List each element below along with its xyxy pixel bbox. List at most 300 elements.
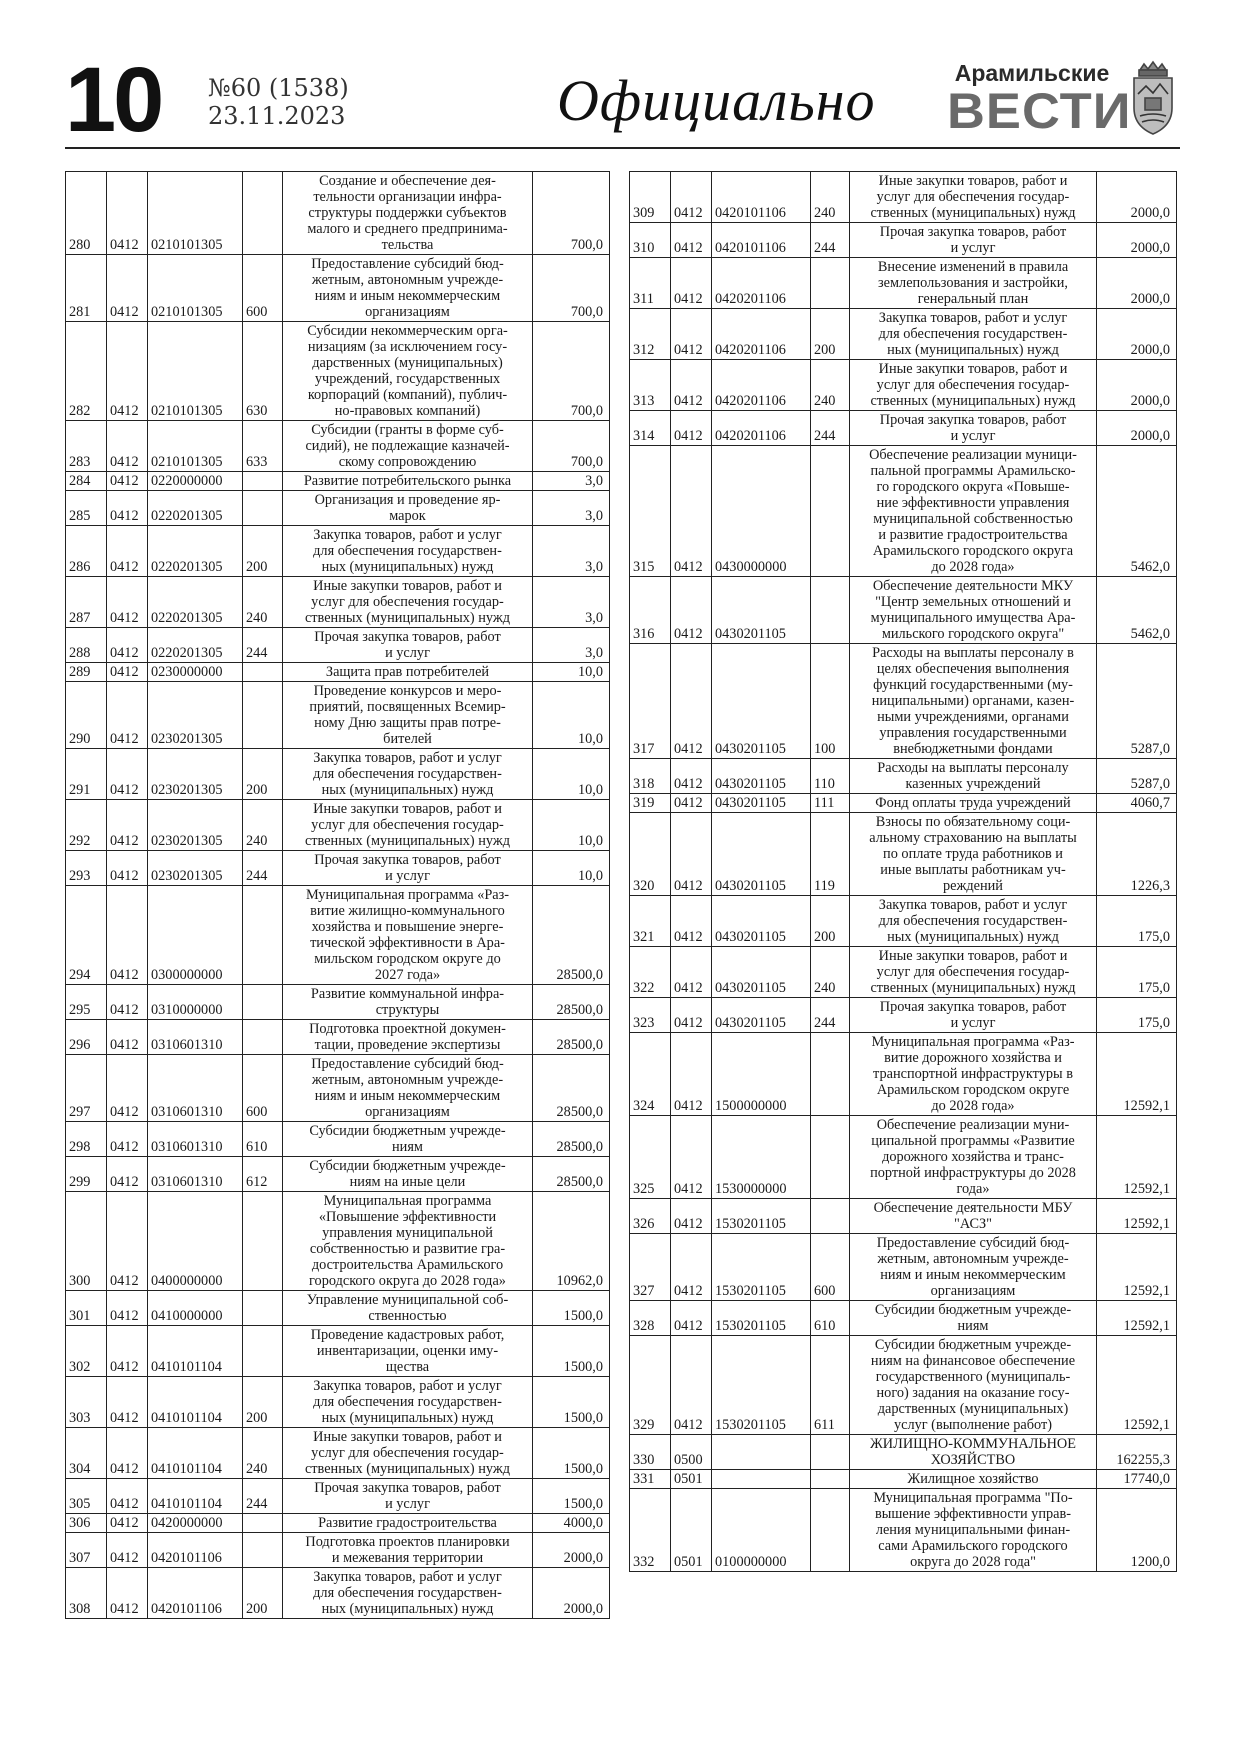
section-code: 0412 — [107, 172, 148, 255]
item-name: Муниципальная программа «Раз- витие дорожного хозяйства и транспортной инфраструктуры в Арамильском городском округе до 2028 года» — [850, 1033, 1097, 1116]
item-name: Муниципальная программа "По- вышение эффективности управ- ления муниципальными финан- сами Арамильского городского округа до 2028 года" — [850, 1489, 1097, 1572]
expense-type-code: 111 — [811, 794, 850, 813]
row-number: 286 — [66, 526, 107, 577]
expense-type-code: 611 — [811, 1336, 850, 1435]
row-number: 280 — [66, 172, 107, 255]
amount: 175,0 — [1097, 998, 1177, 1033]
expense-type-code — [243, 1291, 283, 1326]
item-name: Предоставление субсидий бюд- жетным, автономным учрежде- ниям и иным некоммерческим организациям — [283, 1055, 533, 1122]
table-row — [630, 998, 1177, 1033]
amount: 10,0 — [533, 851, 610, 886]
row-number: 299 — [66, 1157, 107, 1192]
amount: 700,0 — [533, 421, 610, 472]
row-number: 293 — [66, 851, 107, 886]
row-number: 284 — [66, 472, 107, 491]
amount: 12592,1 — [1097, 1301, 1177, 1336]
item-name: Прочая закупка товаров, работ и услуг — [283, 851, 533, 886]
target-article-code: 0420101106 — [712, 172, 811, 223]
section-title: Официально — [557, 68, 876, 133]
item-name: Расходы на выплаты персоналу казенных учреждений — [850, 759, 1097, 794]
issue-date: 23.11.2023 — [208, 102, 346, 130]
table-row — [630, 309, 1177, 360]
expense-type-code: 200 — [811, 309, 850, 360]
amount: 5462,0 — [1097, 446, 1177, 577]
section-code: 0412 — [671, 1033, 712, 1116]
amount: 2000,0 — [533, 1533, 610, 1568]
section-code: 0412 — [671, 223, 712, 258]
section-code: 0412 — [107, 526, 148, 577]
amount: 5287,0 — [1097, 759, 1177, 794]
target-article-code: 0400000000 — [148, 1192, 243, 1291]
row-number: 310 — [630, 223, 671, 258]
newspaper-logo-main: ВЕСТИ — [946, 83, 1132, 139]
item-name: Субсидии бюджетным учрежде- ниям на иные цели — [283, 1157, 533, 1192]
section-code: 0412 — [107, 1020, 148, 1055]
row-number: 318 — [630, 759, 671, 794]
amount: 1500,0 — [533, 1377, 610, 1428]
amount: 2000,0 — [1097, 172, 1177, 223]
table-row — [630, 360, 1177, 411]
table-row — [630, 1116, 1177, 1199]
table-row — [66, 526, 610, 577]
table-row — [630, 1489, 1177, 1572]
amount: 2000,0 — [1097, 411, 1177, 446]
target-article-code: 0420201106 — [712, 309, 811, 360]
table-row — [630, 446, 1177, 577]
amount: 5287,0 — [1097, 644, 1177, 759]
page-header — [65, 49, 1180, 151]
section-code: 0412 — [671, 172, 712, 223]
item-name: Субсидии (гранты в форме суб- сидий), не подлежащие казначей- скому сопровождению — [283, 421, 533, 472]
section-code: 0412 — [107, 663, 148, 682]
target-article-code: 0210101305 — [148, 255, 243, 322]
expense-type-code: 200 — [243, 749, 283, 800]
row-number: 328 — [630, 1301, 671, 1336]
expense-type-code: 200 — [243, 1377, 283, 1428]
amount: 10,0 — [533, 800, 610, 851]
row-number: 317 — [630, 644, 671, 759]
row-number: 288 — [66, 628, 107, 663]
target-article-code: 0310000000 — [148, 985, 243, 1020]
amount: 1500,0 — [533, 1479, 610, 1514]
item-name: Закупка товаров, работ и услуг для обеспечения государствен- ных (муниципальных) нужд — [850, 896, 1097, 947]
expense-type-code — [811, 1033, 850, 1116]
section-code: 0412 — [107, 985, 148, 1020]
amount: 28500,0 — [533, 886, 610, 985]
row-number: 309 — [630, 172, 671, 223]
item-name: Субсидии бюджетным учрежде- ниям — [850, 1301, 1097, 1336]
row-number: 295 — [66, 985, 107, 1020]
row-number: 314 — [630, 411, 671, 446]
expense-type-code — [811, 446, 850, 577]
expense-type-code: 200 — [811, 896, 850, 947]
target-article-code: 0430201105 — [712, 794, 811, 813]
row-number: 282 — [66, 322, 107, 421]
section-code: 0412 — [107, 1479, 148, 1514]
row-number: 291 — [66, 749, 107, 800]
item-name: Жилищное хозяйство — [850, 1470, 1097, 1489]
item-name: Закупка товаров, работ и услуг для обеспечения государствен- ных (муниципальных) нужд — [283, 749, 533, 800]
target-article-code: 0230201305 — [148, 851, 243, 886]
section-code: 0500 — [671, 1435, 712, 1470]
table-row — [630, 896, 1177, 947]
item-name: Иные закупки товаров, работ и услуг для обеспечения государ- ственных (муниципальных) нужд — [850, 172, 1097, 223]
table-row — [630, 1336, 1177, 1435]
section-code: 0412 — [107, 749, 148, 800]
target-article-code: 0410101104 — [148, 1326, 243, 1377]
item-name: Иные закупки товаров, работ и услуг для обеспечения государ- ственных (муниципальных) нужд — [283, 800, 533, 851]
table-row — [66, 491, 610, 526]
expense-type-code — [811, 1470, 850, 1489]
table-row — [630, 1234, 1177, 1301]
target-article-code: 1530000000 — [712, 1116, 811, 1199]
table-row — [66, 1055, 610, 1122]
city-coat-of-arms-icon — [1128, 60, 1178, 140]
section-code: 0412 — [107, 682, 148, 749]
target-article-code: 0310601310 — [148, 1055, 243, 1122]
table-row — [630, 1301, 1177, 1336]
table-row — [66, 421, 610, 472]
item-name: Иные закупки товаров, работ и услуг для обеспечения государ- ственных (муниципальных) нужд — [850, 947, 1097, 998]
target-article-code: 0230000000 — [148, 663, 243, 682]
table-row — [66, 1533, 610, 1568]
amount: 17740,0 — [1097, 1470, 1177, 1489]
table-row — [66, 663, 610, 682]
row-number: 332 — [630, 1489, 671, 1572]
target-article-code: 0100000000 — [712, 1489, 811, 1572]
row-number: 306 — [66, 1514, 107, 1533]
target-article-code: 0420201106 — [712, 360, 811, 411]
table-row — [630, 577, 1177, 644]
amount: 10,0 — [533, 682, 610, 749]
section-code: 0412 — [671, 258, 712, 309]
row-number: 281 — [66, 255, 107, 322]
table-row — [630, 1199, 1177, 1234]
amount: 3,0 — [533, 491, 610, 526]
item-name: Иные закупки товаров, работ и услуг для обеспечения государ- ственных (муниципальных) нужд — [283, 1428, 533, 1479]
section-code: 0412 — [671, 998, 712, 1033]
item-name: Закупка товаров, работ и услуг для обеспечения государствен- ных (муниципальных) нужд — [283, 526, 533, 577]
row-number: 304 — [66, 1428, 107, 1479]
item-name: Защита прав потребителей — [283, 663, 533, 682]
target-article-code: 0210101305 — [148, 172, 243, 255]
item-name: Закупка товаров, работ и услуг для обеспечения государствен- ных (муниципальных) нужд — [283, 1377, 533, 1428]
item-name: Прочая закупка товаров, работ и услуг — [850, 411, 1097, 446]
item-name: Подготовка проектной докумен- тации, проведение экспертизы — [283, 1020, 533, 1055]
table-row — [66, 749, 610, 800]
expense-type-code: 240 — [243, 577, 283, 628]
header-rule — [65, 147, 1180, 149]
expense-type-code: 244 — [243, 628, 283, 663]
target-article-code: 0300000000 — [148, 886, 243, 985]
section-code: 0412 — [671, 759, 712, 794]
item-name: Закупка товаров, работ и услуг для обеспечения государствен- ных (муниципальных) нужд — [850, 309, 1097, 360]
item-name: Фонд оплаты труда учреждений — [850, 794, 1097, 813]
item-name: Развитие коммунальной инфра- структуры — [283, 985, 533, 1020]
amount: 2000,0 — [1097, 360, 1177, 411]
amount: 2000,0 — [1097, 309, 1177, 360]
section-code: 0412 — [107, 1192, 148, 1291]
section-code: 0412 — [107, 1122, 148, 1157]
row-number: 308 — [66, 1568, 107, 1619]
amount: 3,0 — [533, 526, 610, 577]
expense-type-code — [811, 258, 850, 309]
amount: 1500,0 — [533, 1291, 610, 1326]
target-article-code: 0420201106 — [712, 411, 811, 446]
target-article-code: 1500000000 — [712, 1033, 811, 1116]
expense-type-code: 240 — [811, 947, 850, 998]
section-code: 0412 — [671, 446, 712, 577]
row-number: 305 — [66, 1479, 107, 1514]
table-row — [66, 1326, 610, 1377]
item-name: Прочая закупка товаров, работ и услуг — [283, 1479, 533, 1514]
row-number: 327 — [630, 1234, 671, 1301]
amount: 700,0 — [533, 255, 610, 322]
row-number: 323 — [630, 998, 671, 1033]
amount: 1500,0 — [533, 1428, 610, 1479]
item-name: Закупка товаров, работ и услуг для обеспечения государствен- ных (муниципальных) нужд — [283, 1568, 533, 1619]
row-number: 285 — [66, 491, 107, 526]
table-row — [66, 886, 610, 985]
expense-type-code: 200 — [243, 1568, 283, 1619]
row-number: 311 — [630, 258, 671, 309]
item-name: Субсидии бюджетным учрежде- ниям на финансовое обеспечение государственного (муниципаль- ного) задания на оказание госу- дарственных (муниципальных) услуг (выполнение работ) — [850, 1336, 1097, 1435]
target-article-code: 0230201305 — [148, 800, 243, 851]
expense-type-code: 244 — [243, 1479, 283, 1514]
target-article-code: 0310601310 — [148, 1122, 243, 1157]
row-number: 287 — [66, 577, 107, 628]
table-row — [66, 577, 610, 628]
expense-type-code: 600 — [243, 255, 283, 322]
amount: 162255,3 — [1097, 1435, 1177, 1470]
target-article-code: 0430000000 — [712, 446, 811, 577]
row-number: 283 — [66, 421, 107, 472]
newspaper-logo-top: Арамильские — [954, 60, 1110, 86]
table-row — [66, 851, 610, 886]
amount: 28500,0 — [533, 1055, 610, 1122]
table-row — [66, 1568, 610, 1619]
section-code: 0412 — [107, 1055, 148, 1122]
target-article-code: 0430201105 — [712, 947, 811, 998]
section-code: 0412 — [107, 1291, 148, 1326]
section-code: 0412 — [107, 1377, 148, 1428]
item-name: Обеспечение реализации муни- ципальной программы «Развитие дорожного хозяйства и транс- портной инфраструктуры до 2028 года» — [850, 1116, 1097, 1199]
budget-table-left — [65, 171, 610, 1619]
amount: 2000,0 — [1097, 223, 1177, 258]
section-code: 0412 — [107, 1428, 148, 1479]
expense-type-code: 240 — [243, 1428, 283, 1479]
target-article-code: 0410101104 — [148, 1377, 243, 1428]
target-article-code: 0410000000 — [148, 1291, 243, 1326]
table-row — [630, 947, 1177, 998]
section-code: 0412 — [671, 1301, 712, 1336]
amount: 12592,1 — [1097, 1116, 1177, 1199]
table-row — [66, 1122, 610, 1157]
section-code: 0412 — [107, 577, 148, 628]
amount: 2000,0 — [533, 1568, 610, 1619]
table-row — [630, 1470, 1177, 1489]
expense-type-code: 244 — [243, 851, 283, 886]
expense-type-code — [243, 1514, 283, 1533]
amount: 12592,1 — [1097, 1033, 1177, 1116]
section-code: 0412 — [107, 1533, 148, 1568]
section-code: 0412 — [107, 472, 148, 491]
section-code: 0412 — [107, 800, 148, 851]
issue-number: №60 (1538) — [208, 74, 349, 102]
amount: 28500,0 — [533, 985, 610, 1020]
expense-type-code — [811, 577, 850, 644]
amount: 700,0 — [533, 172, 610, 255]
expense-type-code — [811, 1489, 850, 1572]
expense-type-code — [243, 985, 283, 1020]
target-article-code: 0310601310 — [148, 1157, 243, 1192]
target-article-code: 0310601310 — [148, 1020, 243, 1055]
row-number: 320 — [630, 813, 671, 896]
section-code: 0412 — [107, 628, 148, 663]
row-number: 330 — [630, 1435, 671, 1470]
expense-type-code — [243, 172, 283, 255]
expense-type-code: 600 — [811, 1234, 850, 1301]
table-row — [66, 1428, 610, 1479]
amount: 2000,0 — [1097, 258, 1177, 309]
item-name: Муниципальная программа «Раз- витие жилищно-коммунального хозяйства и повышение энерге- тической эффективности в Ара- мильском городском округе до 2027 года» — [283, 886, 533, 985]
expense-type-code — [243, 1192, 283, 1291]
table-row — [66, 1192, 610, 1291]
section-code: 0412 — [671, 1336, 712, 1435]
table-row — [66, 1157, 610, 1192]
section-code: 0501 — [671, 1489, 712, 1572]
table-row — [630, 794, 1177, 813]
page-number: 10 — [65, 49, 162, 151]
amount: 28500,0 — [533, 1020, 610, 1055]
target-article-code: 0420000000 — [148, 1514, 243, 1533]
row-number: 329 — [630, 1336, 671, 1435]
item-name: Прочая закупка товаров, работ и услуг — [850, 223, 1097, 258]
expense-type-code: 244 — [811, 998, 850, 1033]
target-article-code: 0430201105 — [712, 759, 811, 794]
target-article-code: 0430201105 — [712, 896, 811, 947]
target-article-code: 0430201105 — [712, 644, 811, 759]
expense-type-code: 633 — [243, 421, 283, 472]
amount: 28500,0 — [533, 1122, 610, 1157]
section-code: 0412 — [107, 322, 148, 421]
target-article-code: 0220000000 — [148, 472, 243, 491]
expense-type-code: 240 — [243, 800, 283, 851]
target-article-code — [712, 1470, 811, 1489]
section-code: 0412 — [671, 1116, 712, 1199]
table-row — [66, 800, 610, 851]
expense-type-code — [243, 663, 283, 682]
row-number: 325 — [630, 1116, 671, 1199]
section-code: 0412 — [107, 1568, 148, 1619]
target-article-code: 0220201305 — [148, 526, 243, 577]
item-name: Создание и обеспечение дея- тельности организации инфра- структуры поддержки субъектов малого и среднего предпринима- тельства — [283, 172, 533, 255]
amount: 3,0 — [533, 472, 610, 491]
target-article-code: 0420101106 — [712, 223, 811, 258]
amount: 175,0 — [1097, 896, 1177, 947]
expense-type-code: 612 — [243, 1157, 283, 1192]
row-number: 302 — [66, 1326, 107, 1377]
target-article-code: 0220201305 — [148, 577, 243, 628]
item-name: Муниципальная программа «Повышение эффективности управления муниципальной собственностью и развитие гра- достроительства Арамильского городского округа до 2028 года» — [283, 1192, 533, 1291]
amount: 1226,3 — [1097, 813, 1177, 896]
table-row — [66, 1514, 610, 1533]
table-row — [630, 1435, 1177, 1470]
expense-type-code: 110 — [811, 759, 850, 794]
row-number: 301 — [66, 1291, 107, 1326]
table-row — [66, 1291, 610, 1326]
budget-table-left-body — [66, 172, 610, 1619]
item-name: Проведение кадастровых работ, инвентаризации, оценки иму- щества — [283, 1326, 533, 1377]
amount: 12592,1 — [1097, 1234, 1177, 1301]
section-code: 0412 — [671, 411, 712, 446]
amount: 1200,0 — [1097, 1489, 1177, 1572]
amount: 10962,0 — [533, 1192, 610, 1291]
section-code: 0412 — [107, 1326, 148, 1377]
item-name: Организация и проведение яр- марок — [283, 491, 533, 526]
item-name: Предоставление субсидий бюд- жетным, автономным учрежде- ниям и иным некоммерческим организациям — [283, 255, 533, 322]
expense-type-code: 100 — [811, 644, 850, 759]
expense-type-code: 244 — [811, 411, 850, 446]
row-number: 313 — [630, 360, 671, 411]
section-code: 0412 — [107, 255, 148, 322]
expense-type-code — [243, 1326, 283, 1377]
row-number: 290 — [66, 682, 107, 749]
section-code: 0412 — [671, 896, 712, 947]
table-row — [66, 472, 610, 491]
table-row — [66, 1479, 610, 1514]
amount: 12592,1 — [1097, 1199, 1177, 1234]
expense-type-code — [243, 1533, 283, 1568]
row-number: 324 — [630, 1033, 671, 1116]
table-row — [66, 1377, 610, 1428]
item-name: Управление муниципальной соб- ственностью — [283, 1291, 533, 1326]
item-name: Прочая закупка товаров, работ и услуг — [850, 998, 1097, 1033]
amount: 12592,1 — [1097, 1336, 1177, 1435]
table-row — [66, 255, 610, 322]
expense-type-code — [243, 472, 283, 491]
amount: 1500,0 — [533, 1326, 610, 1377]
target-article-code: 0210101305 — [148, 421, 243, 472]
row-number: 331 — [630, 1470, 671, 1489]
section-code: 0412 — [107, 421, 148, 472]
item-name: Развитие потребительского рынка — [283, 472, 533, 491]
expense-type-code: 200 — [243, 526, 283, 577]
expense-type-code: 119 — [811, 813, 850, 896]
target-article-code: 1530201105 — [712, 1301, 811, 1336]
item-name: Субсидии некоммерческим орга- низациям (за исключением госу- дарственных (муниципальных) учреждений, государственных корпораций (компаний), публич- но-правовых компаний) — [283, 322, 533, 421]
expense-type-code: 610 — [811, 1301, 850, 1336]
expense-type-code: 240 — [811, 360, 850, 411]
target-article-code: 0430201105 — [712, 998, 811, 1033]
table-row — [630, 258, 1177, 309]
row-number: 300 — [66, 1192, 107, 1291]
amount: 175,0 — [1097, 947, 1177, 998]
section-code: 0412 — [671, 1199, 712, 1234]
item-name: Прочая закупка товаров, работ и услуг — [283, 628, 533, 663]
row-number: 307 — [66, 1533, 107, 1568]
amount: 10,0 — [533, 749, 610, 800]
table-row — [630, 172, 1177, 223]
table-row — [66, 1020, 610, 1055]
expense-type-code: 610 — [243, 1122, 283, 1157]
row-number: 303 — [66, 1377, 107, 1428]
section-code: 0501 — [671, 1470, 712, 1489]
budget-table-right-body — [630, 172, 1177, 1572]
expense-type-code — [243, 682, 283, 749]
amount: 700,0 — [533, 322, 610, 421]
item-name: Внесение изменений в правила землепользования и застройки, генеральный план — [850, 258, 1097, 309]
